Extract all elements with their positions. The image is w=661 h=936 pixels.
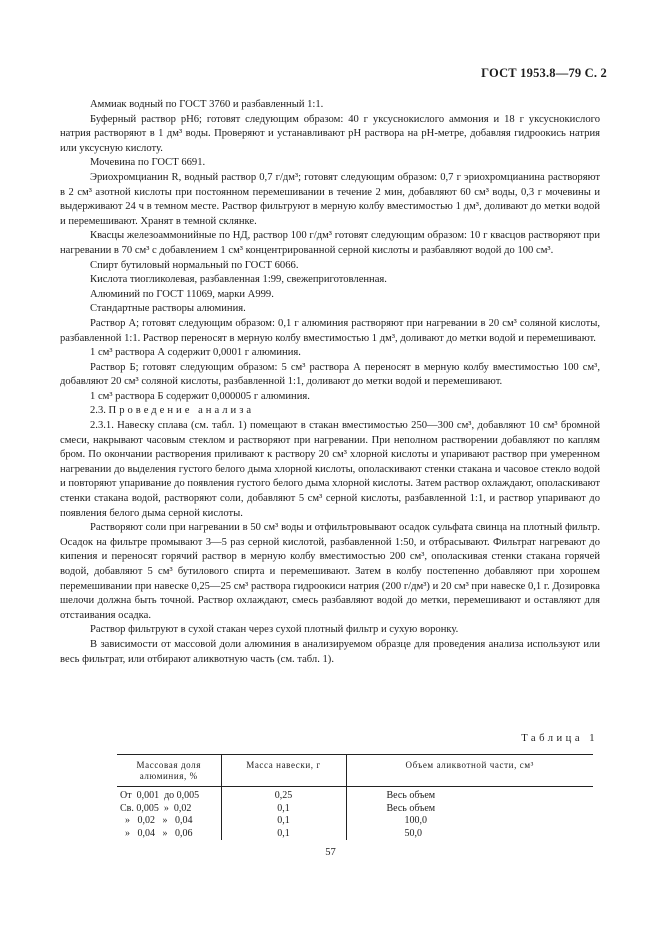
paragraph: Раствор Б; готовят следующим образом: 5 см³ раствора А переносят в мерную колбу вместимостью 100 см³, добавляют 20 см³ соляной кислоты, разбавленной 1:1, доливают до метки водой и перемешивают. — [60, 361, 600, 388]
table-cell-volume: 50,0 — [346, 828, 593, 841]
paragraph: Мочевина по ГОСТ 6691. — [90, 157, 206, 169]
section-number: 2.3. — [90, 405, 106, 417]
table-cell-range: » 0,04 » 0,06 — [120, 827, 193, 839]
table-cell-range: » 0,02 » 0,04 — [120, 815, 193, 827]
table-row — [117, 828, 593, 841]
section-heading — [60, 404, 600, 419]
paragraph: В зависимости от массовой доли алюминия в анализируемом образце для проведения анализа используют или весь фильтрат, или отбирают аликвотную часть (см. табл. 1). — [60, 638, 600, 665]
table-cell-mass: 0,25 — [221, 787, 346, 803]
paragraph: Стандартные растворы алюминия. — [90, 303, 246, 315]
table-cell-volume: 100,0 — [346, 815, 593, 828]
paragraph: Раствор А; готовят следующим образом: 0,1 г алюминия растворяют при нагревании в 20 см³ соляной кислоты, разбавленной 1:1. Раствор переносят в мерную колбу вместимостью 1 дм³, доливают до метки водой и перемешивают. — [60, 317, 600, 344]
table-cell-mass: 0,1 — [221, 815, 346, 828]
table-header-cell: Массовая доля алюминия, % — [136, 760, 201, 781]
paragraph: 2.3.1. Навеску сплава (см. табл. 1) помещают в стакан вместимостью 250—300 см³, добавляют 10 см³ бромной смеси, накрывают часовым стеклом и растворяют при нагревании. При неполном растворении добавляют по каплям бром. По окончании растворения приливают к раствору 20 см³ хлорной кислоты и упаривают раствор при умеренном нагревании до выделения густого белого дыма хлорной кислоты, ополаскивают стенки стакана и часовое стекло водой и повторяют упаривание до появления густого белого дыма хлорной кислоты. Затем раствор охлаждают, ополаскивают стенки стакана водой, растворяют соли, добавляют 5 см³ серной кислоты, разбавленной 1:1, и раствор упаривают до появления белого дыма серной кислоты. — [60, 420, 600, 519]
page-number: 57 — [325, 847, 336, 858]
paragraph: 1 см³ раствора Б содержит 0,000005 г алюминия. — [90, 390, 310, 402]
table-header-cell: Масса навески, г — [221, 755, 346, 787]
paragraph: Кислота тиогликолевая, разбавленная 1:99, свежеприготовленная. — [90, 274, 387, 286]
table-row — [117, 803, 593, 816]
table-cell-mass: 0,1 — [221, 828, 346, 841]
table-cell-mass: 0,1 — [221, 803, 346, 816]
document-header: ГОСТ 1953.8—79 С. 2 — [481, 66, 607, 80]
paragraph: Буферный раствор рН6; готовят следующим образом: 40 г уксуснокислого аммония и 18 г уксуснокислого натрия растворяют в 1 дм³ воды. Проверяют и устанавливают рН раствора на рН-метре, добавляя гидроокись натрия или уксусную кислоту. — [60, 113, 600, 154]
table-row — [117, 815, 593, 828]
table-row — [117, 787, 593, 803]
section-title: Проведение анализа — [108, 405, 255, 417]
paragraph: Раствор фильтруют в сухой стакан через сухой плотный фильтр и сухую воронку. — [90, 624, 459, 636]
table-caption: Таблица 1 — [521, 733, 598, 744]
table-cell-range: От 0,001 до 0,005 — [120, 790, 200, 801]
table-cell-range: Св. 0,005 » 0,02 — [120, 802, 192, 814]
paragraph: Эриохромцианин R, водный раствор 0,7 г/дм³; готовят следующим образом: 0,7 г эриохромцианина растворяют в 2 см³ азотной кислоты при постоянном перемешивании в течение 2 мин, добавляют 60 см³ воды, 0,3 г мочевины и выдерживают 24 ч в темном месте. Раствор фильтруют в мерную колбу вместимостью 1 дм³, доливают до метки водой и перемешивают. Хранят в темной склянке. — [60, 171, 600, 227]
document-body — [60, 98, 600, 667]
paragraph: Алюминий по ГОСТ 11069, марки А999. — [90, 288, 274, 300]
table-header-cell: Объем аликвотной части, см³ — [346, 755, 593, 787]
table-header-row — [117, 755, 593, 787]
paragraph: Квасцы железоаммонийные по НД, раствор 100 г/дм³ готовят следующим образом: 10 г квасцов растворяют при нагревании в 70 см³ с добавлением 1 см³ концентрированной серной кислоты и разбавляют водой до 100 см³. — [60, 230, 600, 256]
paragraph: Аммиак водный по ГОСТ 3760 и разбавленный 1:1. — [90, 99, 324, 110]
data-table — [117, 754, 593, 840]
paragraph: Спирт бутиловый нормальный по ГОСТ 6066. — [90, 259, 299, 271]
paragraph: Растворяют соли при нагревании в 50 см³ воды и отфильтровывают осадок сульфата свинца на плотный фильтр. Осадок на фильтре промывают 3—5 раз серной кислотой, разбавленной 1:50, и отбрасывают. Фильтрат нагревают до кипения и переносят горячий раствор в мерную колбу вместимостью 200 см³, ополаскивая стенки стакана горячей водой, добавляют 5 см³ бутилового спирта и перемешивают. Затем в колбу постепенно добавляют при хорошем перемешивании при навеске 0,25—25 см³ раствора гидроокиси натрия (200 г/дм³) и 20 см³ при навеске 0,1 г. Дозировка шелочи должна быть точной. Раствор охлаждают, смесь разбавляют водой до метки, перемешивают и оставляют для отстаивания осадка. — [60, 522, 600, 621]
paragraph: 1 см³ раствора А содержит 0,0001 г алюминия. — [90, 347, 301, 359]
table-cell-volume: Весь объем — [346, 803, 593, 816]
table-cell-volume: Весь объем — [346, 787, 593, 803]
